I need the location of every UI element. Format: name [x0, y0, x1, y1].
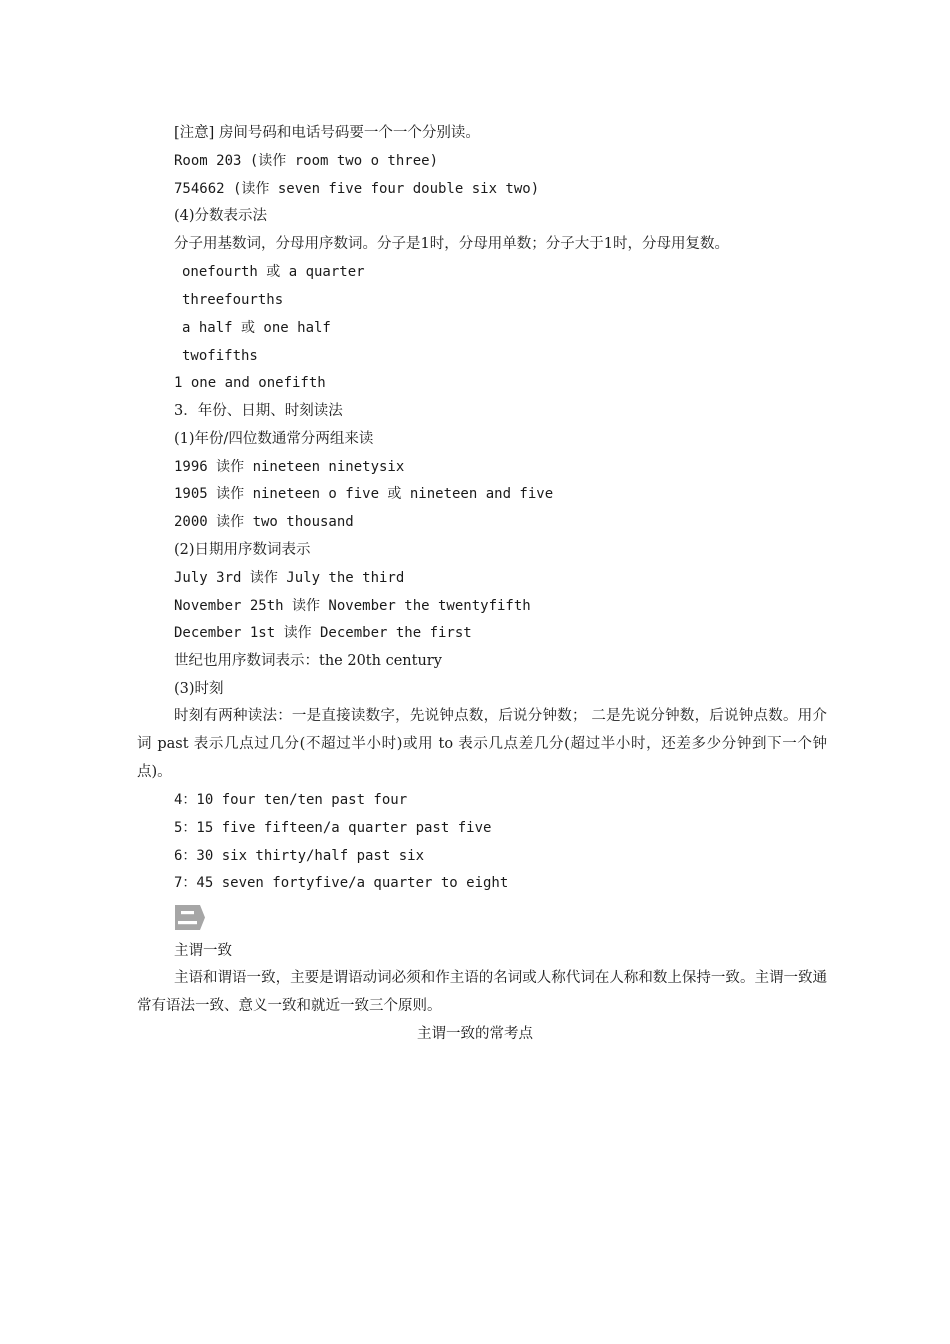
time-example-1: 4：10 four ten/ten past four: [174, 792, 408, 808]
time-example-4: 7：45 seven fortyfive/a quarter to eight: [174, 875, 509, 891]
year-example-1: 1996 读作 nineteen ninetysix: [174, 459, 405, 475]
year-example-3: 2000 读作 two thousand: [174, 514, 354, 530]
fraction-example-4: twofifths: [182, 348, 258, 364]
year-example-2: 1905 读作 nineteen o five 或 nineteen and five: [174, 486, 554, 502]
fraction-example-1: onefourth 或 a quarter: [182, 264, 365, 280]
room-example: Room 203 (读作 room two o three): [174, 153, 439, 169]
date-example-3: December 1st 读作 December the first: [174, 625, 472, 641]
phone-example: 754662 (读作 seven five four double six two): [174, 181, 540, 197]
section-two-icon: [174, 904, 206, 931]
time-example-2: 5：15 five fifteen/a quarter past five: [174, 820, 492, 836]
date-example-2: November 25th 读作 November the twentyfifth: [174, 598, 531, 614]
fraction-rule: 分子用基数词，分母用序数词。分子是1时，分母用单数；分子大于1时，分母用复数。: [174, 236, 729, 252]
time-example-3: 6：30 six thirty/half past six: [174, 848, 425, 864]
section-title: 主谓一致: [174, 943, 232, 959]
time-paragraph: 时刻有两种读法：一是直接读数字，先说钟点数，后说分钟数； 二是先说分钟数，后说钟点数。用介词 past 表示几点过几分(不超过半小时)或用 to 表示几点差几分(超过半小时，还差多少分钟到下一个钟点)。: [137, 708, 827, 780]
fraction-heading: (4)分数表示法: [174, 208, 268, 224]
date-heading: (2)日期用序数词表示: [174, 542, 311, 558]
year-heading: (1)年份/四位数通常分两组来读: [174, 431, 374, 447]
time-heading: (3)时刻: [174, 681, 224, 697]
table-caption: 主谓一致的常考点: [417, 1026, 533, 1042]
note-line: [注意] 房间号码和电话号码要一个一个分别读。: [174, 125, 480, 141]
section-3-heading: 3．年份、日期、时刻读法: [174, 403, 343, 419]
century-line: 世纪也用序数词表示：the 20th century: [174, 653, 442, 669]
date-example-1: July 3rd 读作 July the third: [174, 570, 405, 586]
agreement-paragraph: 主语和谓语一致，主要是谓语动词必须和作主语的名词或人称代词在人称和数上保持一致。主谓一致通常有语法一致、意义一致和就近一致三个原则。: [137, 970, 827, 1014]
fraction-example-5: 1 one and onefifth: [174, 375, 326, 391]
fraction-example-3: a half 或 one half: [182, 320, 331, 336]
fraction-example-2: threefourths: [182, 292, 284, 308]
